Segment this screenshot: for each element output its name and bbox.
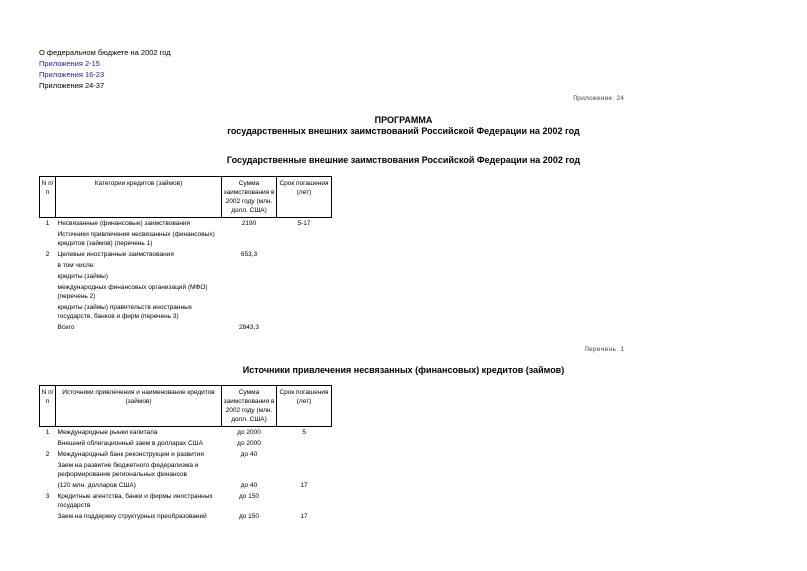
row-num bbox=[40, 460, 56, 480]
row-term: 5 bbox=[302, 429, 306, 436]
table-row bbox=[40, 249, 332, 260]
row-term bbox=[277, 460, 332, 480]
header-term: Срок погашения (лет) bbox=[277, 177, 332, 218]
row-text: Всего bbox=[57, 324, 75, 331]
row-term bbox=[277, 322, 332, 333]
row-sum: до 150 bbox=[238, 493, 260, 500]
row-num: 2 bbox=[45, 251, 50, 258]
row-num bbox=[40, 302, 56, 322]
row-sum: до 2000 bbox=[237, 429, 261, 436]
row-sum: до 40 bbox=[240, 451, 258, 458]
table-row bbox=[40, 480, 332, 491]
document-title: О федеральном бюджете на 2002 год bbox=[39, 48, 171, 57]
row-num: 1 bbox=[45, 220, 50, 227]
row-term: 17 bbox=[300, 513, 308, 520]
row-sum: 2843,3 bbox=[239, 324, 259, 331]
row-num bbox=[40, 511, 56, 522]
table-row bbox=[40, 322, 332, 333]
table-row bbox=[40, 449, 332, 460]
table-header-row bbox=[40, 386, 332, 427]
row-num: 1 bbox=[45, 429, 50, 436]
row-text: Целевые иностранные заимствования bbox=[57, 251, 174, 258]
table-row bbox=[40, 282, 332, 302]
program-subtitle: государственных внешних заимствований Российской Федерации на 2002 год bbox=[227, 126, 580, 136]
row-term bbox=[277, 249, 332, 260]
row-term bbox=[277, 282, 332, 302]
row-text: (120 млн. долларов США) bbox=[57, 482, 136, 489]
row-text: Заем на развитие бюджетного федерализма и реформирование региональных финансов bbox=[57, 462, 199, 478]
row-text: Международные рынки капитала bbox=[57, 429, 158, 436]
row-num bbox=[40, 229, 56, 249]
row-term: 5-17 bbox=[297, 220, 311, 227]
row-sum: 2190 bbox=[241, 220, 257, 227]
row-text: Внешний облигационный заем в долларах США bbox=[57, 440, 203, 447]
row-num bbox=[40, 282, 56, 302]
table-row bbox=[40, 460, 332, 480]
table-row bbox=[40, 302, 332, 322]
row-term bbox=[277, 271, 332, 282]
row-sum bbox=[222, 271, 277, 282]
row-num bbox=[40, 438, 56, 449]
row-term bbox=[277, 260, 332, 271]
table-row bbox=[40, 271, 332, 282]
row-term: 17 bbox=[300, 482, 308, 489]
appendix-label: Приложение 24 bbox=[573, 95, 624, 102]
table-row bbox=[40, 511, 332, 522]
table-header-row bbox=[40, 177, 332, 218]
row-sum: 653,3 bbox=[240, 251, 258, 258]
list-label: Перечень 1 bbox=[584, 346, 624, 353]
link-appendices-16-23[interactable]: Приложения 16-23 bbox=[39, 70, 105, 79]
row-text: международных финансовых организаций (МФО) (перечень 2) bbox=[57, 284, 208, 300]
row-term bbox=[277, 449, 332, 460]
row-term bbox=[277, 491, 332, 511]
row-sum: до 150 bbox=[238, 513, 260, 520]
header-sum: Сумма заимствования в 2002 году (млн. долл. США) bbox=[222, 386, 277, 427]
borrowings-table bbox=[39, 176, 332, 333]
row-sum bbox=[222, 282, 277, 302]
row-text: Заем на поддержку структурных преобразований bbox=[57, 513, 207, 520]
row-num bbox=[40, 260, 56, 271]
row-num bbox=[40, 480, 56, 491]
header-source: Источники привлечения и наименование кредитов (займов) bbox=[56, 386, 222, 427]
header-category: Категории кредитов (займов) bbox=[56, 177, 222, 218]
section1-title: Государственные внешние заимствования Российской Федерации на 2002 год bbox=[226, 155, 581, 165]
row-sum: до 2000 bbox=[237, 440, 261, 447]
table-row bbox=[40, 218, 332, 230]
table-row bbox=[40, 491, 332, 511]
table-row bbox=[40, 427, 332, 439]
row-sum bbox=[222, 229, 277, 249]
row-num bbox=[40, 271, 56, 282]
program-title: ПРОГРАММА bbox=[374, 115, 433, 125]
row-text: Кредитные агентства, банки и фирмы иностранных государств bbox=[57, 493, 213, 509]
table-row bbox=[40, 438, 332, 449]
row-num: 3 bbox=[45, 493, 50, 500]
row-num: 2 bbox=[45, 451, 50, 458]
sources-table bbox=[39, 385, 332, 522]
row-sum bbox=[222, 460, 277, 480]
row-text: кредиты (займы) bbox=[57, 273, 109, 280]
row-text: в том числе: bbox=[57, 262, 96, 269]
row-term bbox=[277, 438, 332, 449]
header-num: N п/п bbox=[40, 386, 56, 427]
header-sum: Сумма заимствования в 2002 году (млн. долл. США) bbox=[222, 177, 277, 218]
row-text: Международный банк реконструкции и развития bbox=[57, 451, 204, 458]
row-sum bbox=[222, 302, 277, 322]
row-sum: до 40 bbox=[240, 482, 258, 489]
appendices-24-37-label: Приложения 24-37 bbox=[39, 81, 105, 90]
row-text: Несвязанные (финансовые) заимствования bbox=[57, 220, 191, 227]
table-row bbox=[40, 229, 332, 249]
link-appendices-2-15[interactable]: Приложения 2-15 bbox=[39, 59, 100, 68]
row-text: кредиты (займы) правительств иностранных государств, банков и фирм (перечень 3) bbox=[57, 304, 193, 320]
row-term bbox=[277, 229, 332, 249]
header-num: N п/п bbox=[40, 177, 56, 218]
row-term bbox=[277, 302, 332, 322]
row-num bbox=[40, 322, 56, 333]
row-text: Источники привлечения несвязанных (финансовых) кредитов (займов) (перечень 1) bbox=[57, 231, 215, 247]
section2-title: Источники привлечения несвязанных (финансовых) кредитов (займов) bbox=[242, 365, 565, 375]
header-term: Срок погашения (лет) bbox=[277, 386, 332, 427]
document-nav bbox=[39, 47, 171, 91]
table-row bbox=[40, 260, 332, 271]
row-sum bbox=[222, 260, 277, 271]
